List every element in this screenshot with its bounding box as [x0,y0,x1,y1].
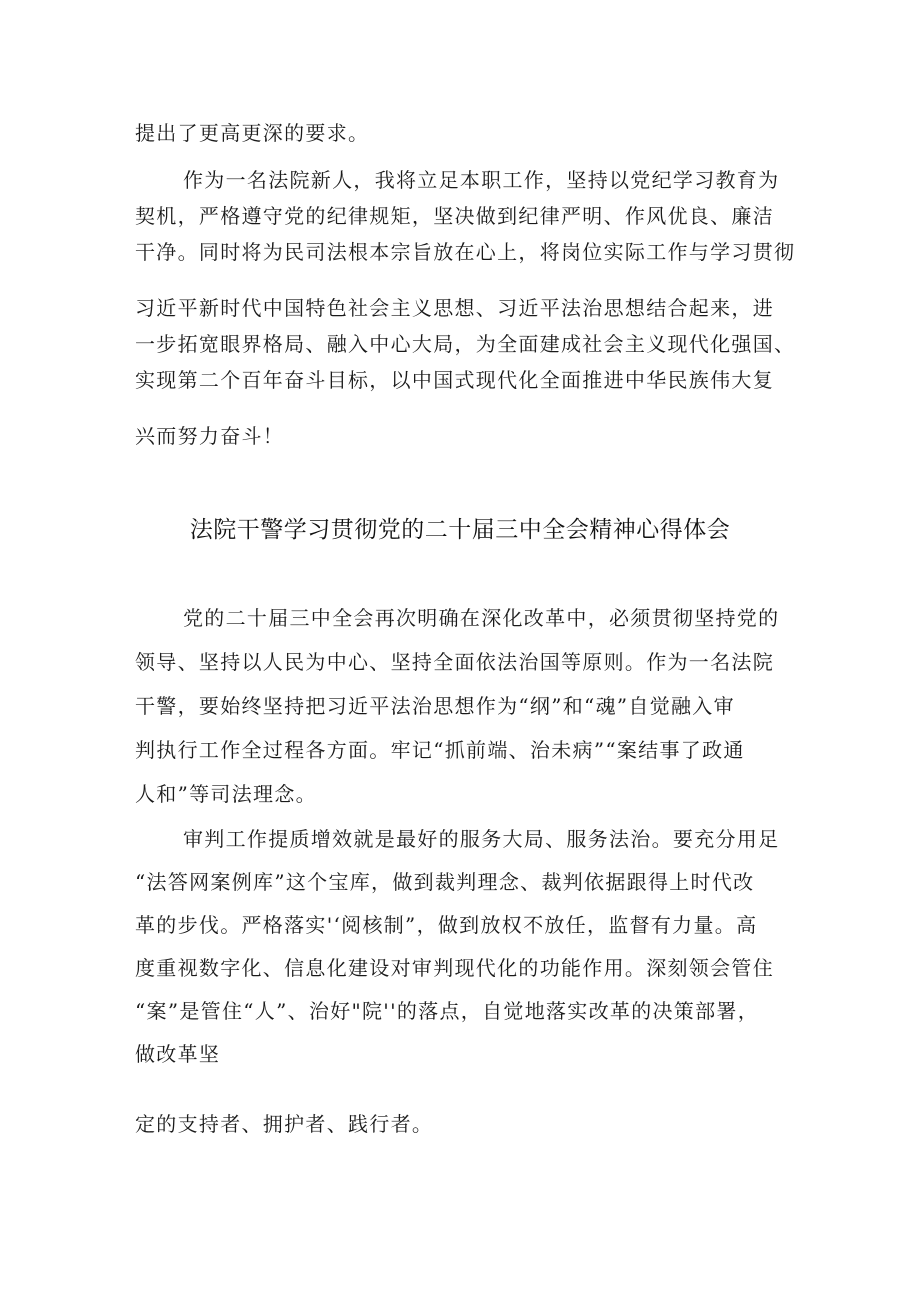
paragraph-1-line: 实现第二个百年奋斗目标，以中国式现代化全面推进中华民族伟大复 [135,368,774,392]
paragraph-4-line: 定的支持者、拥护者、践行者。 [135,1112,434,1136]
paragraph-3-line: “法答网案例库”这个宝库，做到裁判理念、裁判依据跟得上时代改 [135,870,755,894]
paragraph-3-line: 度重视数字化、信息化建设对审判现代化的功能作用。深刻领会管住 [135,956,774,980]
paragraph-2-line: 领导、坚持以人民为中心、坚持全面依法治国等原则。作为一名法院 [135,650,774,674]
paragraph-1-line: 干净。同时将为民司法根本宗旨放在心上，将岗位实际工作与学习贯彻 [135,240,796,264]
paragraph-3-line: 做改革坚 [135,1042,221,1066]
paragraph-2-line: 党的二十届三中全会再次明确在深化改革中，必须贯彻坚持党的 [183,606,780,630]
paragraph-2-line: 干警，要始终坚持把习近平法治思想作为“纲”和“魂”自觉融入审 [135,694,735,718]
paragraph-1-line: 习近平新时代中国特色社会主义思想、习近平法治思想结合起来，进 [135,296,774,320]
paragraph-3-line: 审判工作提质增效就是最好的服务大局、服务法治。要充分用足 [183,827,780,851]
paragraph-3-line: “案”是管住“人”、治好"院''的落点，自觉地落实改革的决策部署， [135,999,759,1023]
paragraph-1-line: 作为一名法院新人，我将立足本职工作，坚持以党纪学习教育为 [183,168,780,192]
paragraph-1-line: 契机，严格遵守党的纪律规矩，坚决做到纪律严明、作风优良、廉洁 [135,204,774,228]
paragraph-2-line: 判执行工作全过程各方面。牢记“抓前端、治未病”“案结事了政通 [135,738,745,762]
paragraph-3-line: 革的步伐。严格落实'‘阅核制”，做到放权不放任，监督有力量。高 [135,913,758,937]
paragraph-continuation-line: 提出了更高更深的要求。 [135,121,370,145]
document-title: 法院干警学习贯彻党的二十届三中全会精神心得体会 [189,517,731,543]
paragraph-2-line: 人和”等司法理念。 [135,782,317,806]
paragraph-1-line: 一步拓宽眼界格局、融入中心大局，为全面建成社会主义现代化强国、 [135,332,796,356]
paragraph-1-line: 兴而努力奋斗！ [135,424,285,448]
